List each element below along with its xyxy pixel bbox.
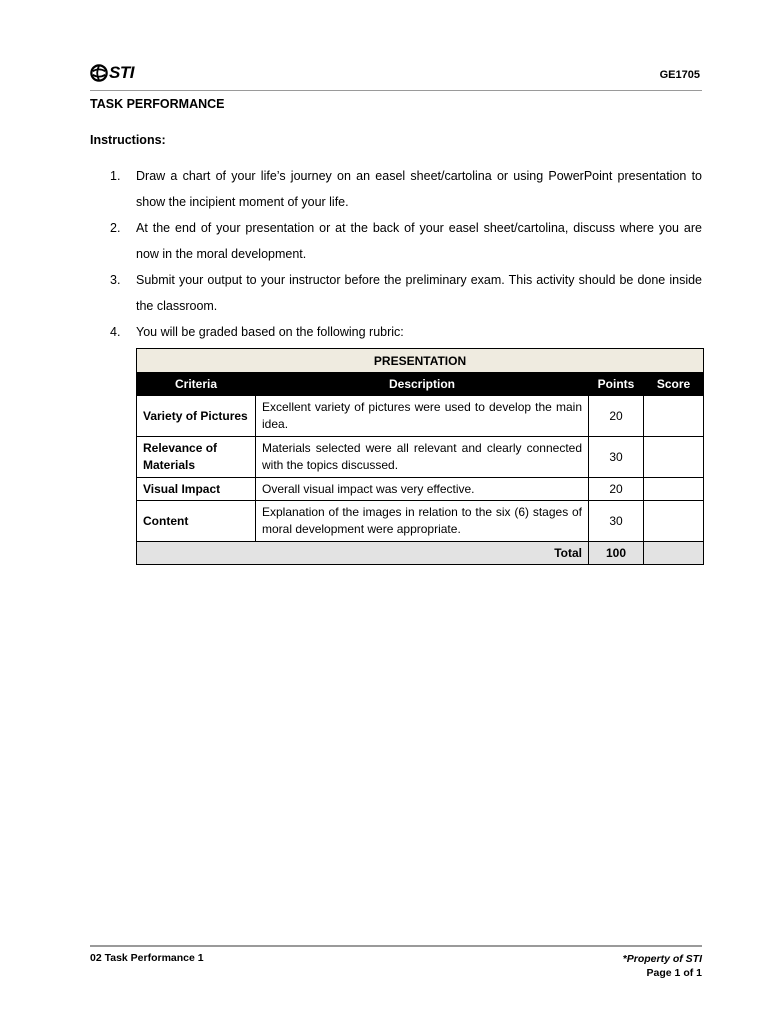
instruction-number: 2.: [110, 221, 121, 235]
document-code: GE1705: [659, 69, 700, 81]
instructions-list: [110, 163, 702, 345]
table-row: [137, 501, 704, 542]
instruction-text: Submit your output to your instructor before the preliminary exam. This activity should be done inside the classroom.: [136, 273, 702, 313]
rubric-title-row: [137, 349, 704, 373]
criteria-cell: Relevance of Materials: [137, 437, 256, 478]
instruction-number: 1.: [110, 169, 121, 183]
criteria-cell: Content: [137, 501, 256, 542]
rubric-title: PRESENTATION: [137, 349, 704, 373]
description-cell: Overall visual impact was very effective.: [256, 478, 589, 501]
score-cell[interactable]: [644, 396, 704, 437]
score-header: Score: [644, 373, 704, 396]
total-points: 100: [589, 542, 644, 565]
property-notice: *Property of STI: [622, 953, 702, 965]
instruction-item: [110, 319, 702, 345]
instruction-item: [110, 267, 702, 319]
page-footer: [90, 945, 702, 987]
footer-document-name: 02 Task Performance 1: [90, 952, 204, 964]
sti-logo: [90, 62, 134, 84]
points-header: Points: [589, 373, 644, 396]
page-header: [90, 62, 702, 91]
description-cell: Materials selected were all relevant and clearly connected with the topics discussed.: [256, 437, 589, 478]
instructions-label: Instructions:: [90, 133, 166, 147]
criteria-cell: Variety of Pictures: [137, 396, 256, 437]
points-cell: 30: [589, 501, 644, 542]
instruction-number: 4.: [110, 325, 121, 339]
total-label: Total: [137, 542, 589, 565]
instruction-text: Draw a chart of your life’s journey on an easel sheet/cartolina or using PowerPoint presentation to show the incipient moment of your life.: [136, 169, 702, 209]
points-cell: 20: [589, 396, 644, 437]
description-header: Description: [256, 373, 589, 396]
document-title: TASK PERFORMANCE: [90, 97, 225, 111]
criteria-cell: Visual Impact: [137, 478, 256, 501]
total-row: [137, 542, 704, 565]
table-row: [137, 437, 704, 478]
instruction-text: You will be graded based on the following rubric:: [136, 325, 404, 339]
logo-text: STI: [109, 63, 134, 82]
points-cell: 20: [589, 478, 644, 501]
page-number: Page 1 of 1: [646, 967, 702, 979]
score-cell[interactable]: [644, 437, 704, 478]
score-cell[interactable]: [644, 501, 704, 542]
instruction-number: 3.: [110, 273, 121, 287]
description-cell: Explanation of the images in relation to the six (6) stages of moral development were appropriate.: [256, 501, 589, 542]
description-cell: Excellent variety of pictures were used to develop the main idea.: [256, 396, 589, 437]
points-cell: 30: [589, 437, 644, 478]
rubric-table: [136, 348, 704, 565]
globe-logo-icon: [90, 64, 108, 82]
instruction-text: At the end of your presentation or at the back of your easel sheet/cartolina, discuss where you are now in the moral development.: [136, 221, 702, 261]
criteria-header: Criteria: [137, 373, 256, 396]
instruction-item: [110, 215, 702, 267]
instruction-item: [110, 163, 702, 215]
footer-right: [623, 952, 702, 980]
table-row: [137, 396, 704, 437]
total-score-cell[interactable]: [644, 542, 704, 565]
score-cell[interactable]: [644, 478, 704, 501]
table-row: [137, 478, 704, 501]
rubric-header-row: [137, 373, 704, 396]
